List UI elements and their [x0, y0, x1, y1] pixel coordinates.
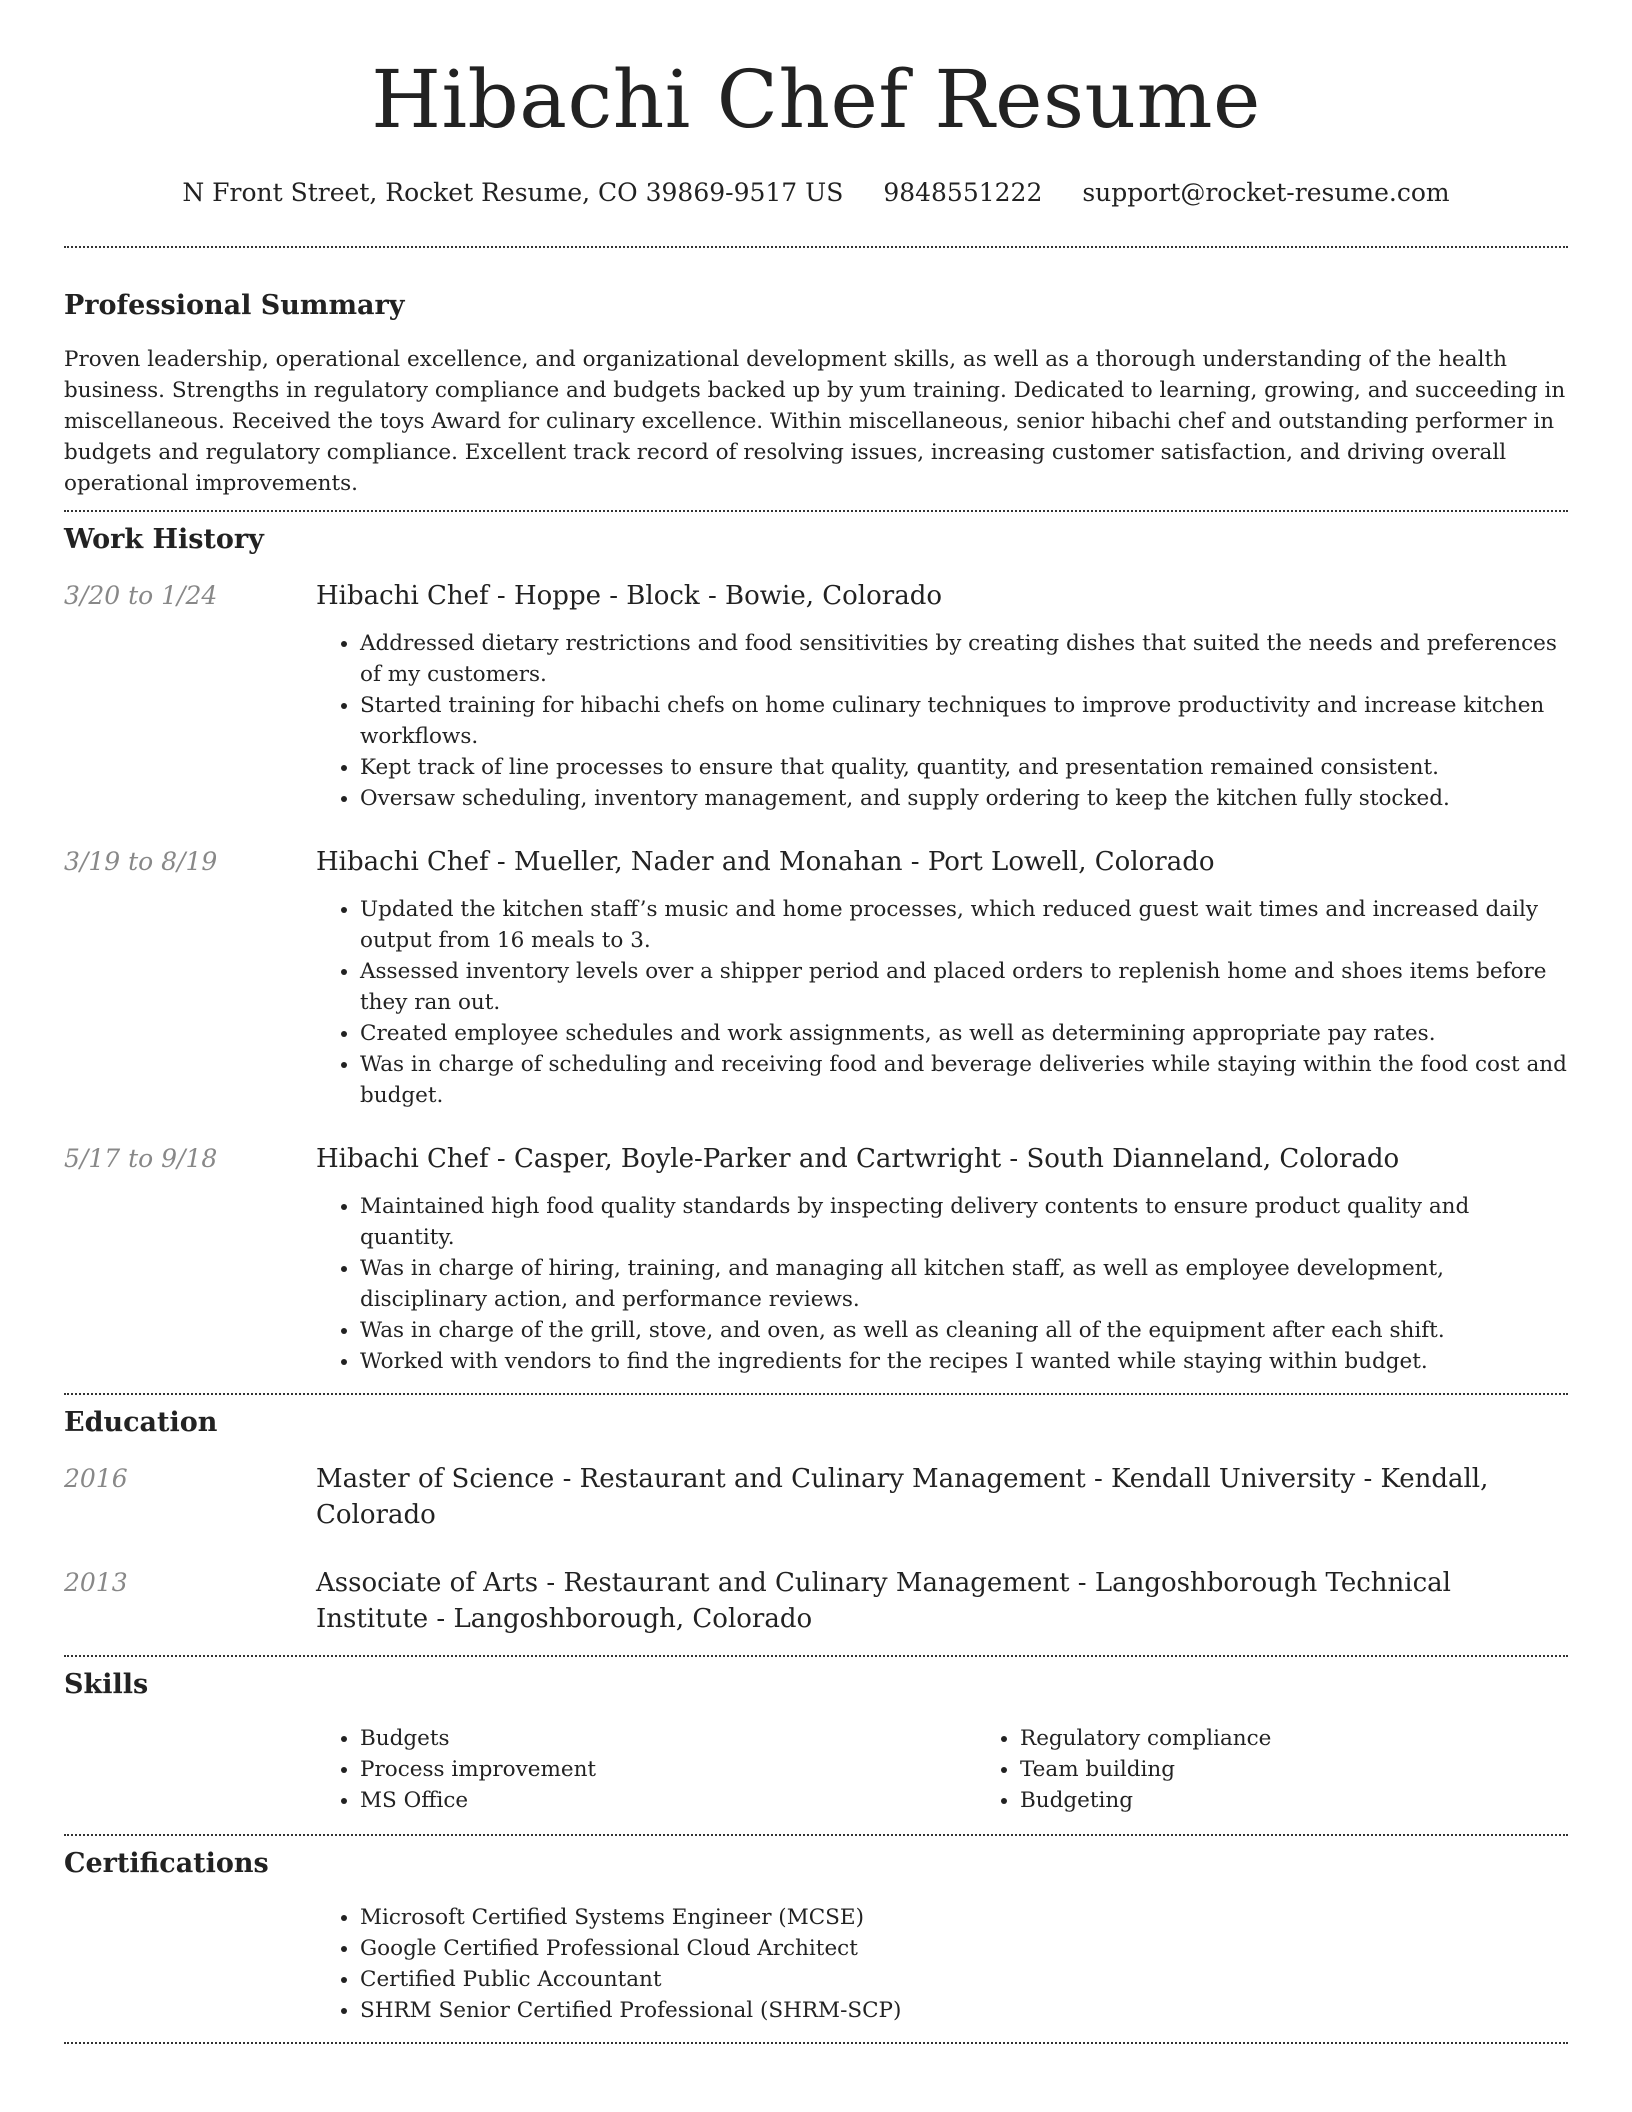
- list-item: • Google Certified Professional Cloud Architect: [360, 1933, 1568, 1964]
- job-title: Hibachi Chef - Casper, Boyle-Parker and Cartwright - South Dianneland, Colorado: [316, 1144, 1400, 1174]
- job-title: Hibachi Chef - Hoppe - Block - Bowie, Colorado: [316, 581, 942, 611]
- section-title-certifications: Certifications: [64, 1848, 269, 1879]
- list-item: • Kept track of line processes to ensure that quality, quantity, and presentation remained consistent.: [360, 752, 1568, 783]
- list-item: • Team building: [1020, 1754, 1632, 1785]
- list-item: • Certified Public Accountant: [360, 1964, 1568, 1995]
- list-item: • Microsoft Certified Systems Engineer (MCSE): [360, 1902, 1568, 1933]
- divider: [64, 246, 1568, 248]
- list-item: • Oversaw scheduling, inventory management, and supply ordering to keep the kitchen fully stocked.: [360, 783, 1568, 814]
- section-title-skills: Skills: [64, 1669, 149, 1700]
- divider: [64, 1393, 1568, 1395]
- education-entry: [64, 1565, 1568, 1637]
- list-item: • Worked with vendors to find the ingredients for the recipes I wanted while staying within budget.: [360, 1346, 1568, 1377]
- divider: [64, 510, 1568, 512]
- education-title: Associate of Arts - Restaurant and Culinary Management - Langoshborough Technical Institute - Langoshborough, Colorado: [316, 1568, 1451, 1634]
- list-item: • Process improvement: [360, 1754, 976, 1785]
- job-dates: 5/17 to 9/18: [64, 1144, 218, 1173]
- contact-line: [64, 176, 1568, 210]
- education-year: 2016: [64, 1464, 128, 1493]
- job-bullets: [316, 894, 1568, 1111]
- job-dates: 3/20 to 1/24: [64, 581, 218, 610]
- list-item: • Addressed dietary restrictions and food sensitivities by creating dishes that suited the needs and preferences of my customers.: [360, 628, 1568, 690]
- skills-column-left: [316, 1723, 976, 1816]
- list-item: • Created employee schedules and work assignments, as well as determining appropriate pay rates.: [360, 1018, 1568, 1049]
- list-item: • Was in charge of the grill, stove, and oven, as well as cleaning all of the equipment after each shift.: [360, 1315, 1568, 1346]
- certifications-list: [316, 1902, 1568, 2026]
- page-title: Hibachi Chef Resume: [371, 53, 1261, 146]
- list-item: • Was in charge of hiring, training, and managing all kitchen staff, as well as employee development, disciplinary action, and performance reviews.: [360, 1253, 1568, 1315]
- section-title-education: Education: [64, 1407, 218, 1438]
- list-item: • Budgets: [360, 1723, 976, 1754]
- skills-list: [316, 1723, 1568, 1816]
- list-item: • Assessed inventory levels over a shipper period and placed orders to replenish home and shoes items before they ran out.: [360, 956, 1568, 1018]
- list-item: • Budgeting: [1020, 1785, 1632, 1816]
- contact-address: N Front Street, Rocket Resume, CO 39869-9517 US: [182, 178, 844, 207]
- list-item: • Updated the kitchen staff’s music and home processes, which reduced guest wait times and increased daily output from 16 meals to 3.: [360, 894, 1568, 956]
- list-item: • SHRM Senior Certified Professional (SHRM-SCP): [360, 1995, 1568, 2026]
- job-bullets: [316, 1191, 1568, 1377]
- job-entry: [64, 1141, 1568, 1377]
- list-item: • Regulatory compliance: [1020, 1723, 1632, 1754]
- job-entry: [64, 844, 1568, 1111]
- education-year: 2013: [64, 1568, 128, 1597]
- list-item: • Started training for hibachi chefs on home culinary techniques to improve productivity and increase kitchen workflows.: [360, 690, 1568, 752]
- contact-email: support@rocket-resume.com: [1082, 178, 1450, 207]
- education-title: Master of Science - Restaurant and Culinary Management - Kendall University - Kendall, Colorado: [316, 1464, 1489, 1530]
- list-item: • Maintained high food quality standards by inspecting delivery contents to ensure product quality and quantity.: [360, 1191, 1568, 1253]
- divider: [64, 1655, 1568, 1657]
- divider: [64, 2042, 1568, 2044]
- job-title: Hibachi Chef - Mueller, Nader and Monahan - Port Lowell, Colorado: [316, 847, 1215, 877]
- section-title-summary: Professional Summary: [64, 290, 405, 321]
- skills-column-right: [976, 1723, 1632, 1816]
- education-entry: [64, 1461, 1568, 1533]
- divider: [64, 1834, 1568, 1836]
- list-item: • Was in charge of scheduling and receiving food and beverage deliveries while staying within the food cost and budget.: [360, 1049, 1568, 1111]
- section-title-work-history: Work History: [64, 524, 264, 555]
- job-bullets: [316, 628, 1568, 814]
- job-dates: 3/19 to 8/19: [64, 847, 218, 876]
- summary-text: Proven leadership, operational excellence, and organizational development skills, as well as a thorough understanding of the health business. Strengths in regulatory compliance and budgets backed up by yum training. Dedicated to learning, growing, and succeeding in miscellaneous. Received the toys Award for culinary excellence. Within miscellaneous, senior hibachi chef and outstanding performer in budgets and regulatory compliance. Excellent track record of resolving issues, increasing customer satisfaction, and driving overall operational improvements.: [64, 347, 1566, 496]
- contact-phone: 9848551222: [883, 178, 1043, 207]
- job-entry: [64, 578, 1568, 814]
- list-item: • MS Office: [360, 1785, 976, 1816]
